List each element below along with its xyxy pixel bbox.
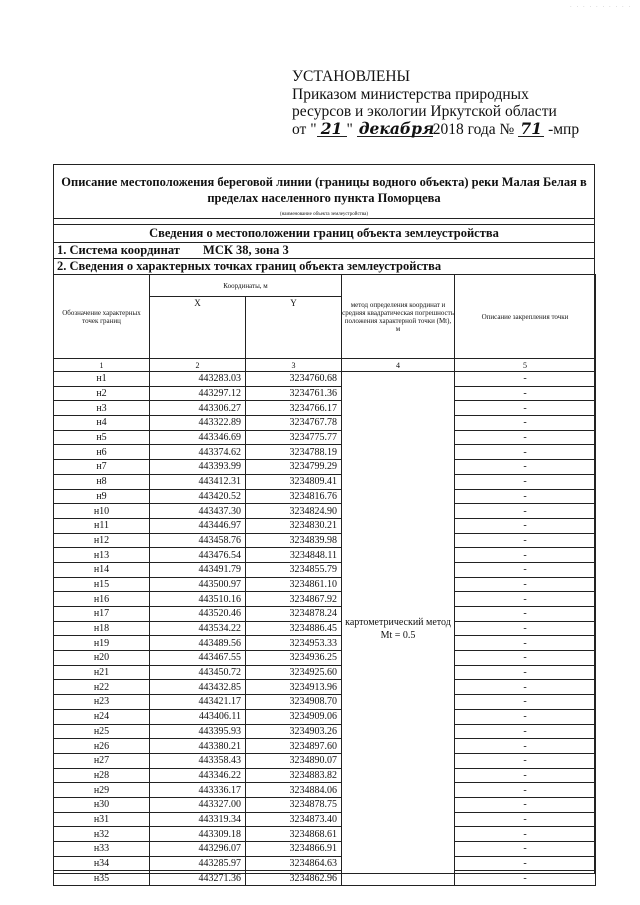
x-coordinate-cell: 443358.43 [150, 753, 246, 768]
x-coordinate-cell: 443489.56 [150, 636, 246, 651]
header-point-designation: Обозначение характерных точек границ [54, 275, 150, 359]
y-coordinate-cell: 3234886.45 [246, 621, 342, 636]
table-row [54, 871, 596, 886]
y-coordinate-cell: 3234936.25 [246, 651, 342, 666]
column-index-5: 5 [455, 359, 596, 372]
x-coordinate-cell: 443297.12 [150, 386, 246, 401]
document-title: Описание местоположения береговой линии (границы водного объекта) реки Малая Белая в пределах населенного пункта Поморцева [61, 175, 587, 205]
description-cell: - [455, 518, 596, 533]
y-coordinate-cell: 3234788.19 [246, 445, 342, 460]
header-method: метод определения координат и средняя квадратическая погрешность положения характерной точки (Mt), м [342, 275, 455, 359]
y-coordinate-cell: 3234855.79 [246, 562, 342, 577]
y-coordinate-cell: 3234809.41 [246, 474, 342, 489]
y-coordinate-cell: 3234861.10 [246, 577, 342, 592]
approval-line-3: ресурсов и экологии Иркутской области [292, 103, 557, 120]
column-index-4: 4 [342, 359, 455, 372]
y-coordinate-cell: 3234848.11 [246, 548, 342, 563]
table-row [54, 636, 596, 651]
header-coordinates: Координаты, м [150, 275, 342, 297]
x-coordinate-cell: 443306.27 [150, 401, 246, 416]
column-index-3: 3 [246, 359, 342, 372]
y-coordinate-cell: 3234816.76 [246, 489, 342, 504]
table-row [54, 768, 596, 783]
description-cell: - [455, 856, 596, 871]
description-cell: - [455, 842, 596, 857]
scan-corner-marks: . . . . . . . . . . [570, 4, 632, 9]
y-coordinate-cell: 3234761.36 [246, 386, 342, 401]
y-coordinate-cell: 3234830.21 [246, 518, 342, 533]
column-index-2: 2 [150, 359, 246, 372]
table-row [54, 665, 596, 680]
description-cell: - [455, 753, 596, 768]
y-coordinate-cell: 3234953.33 [246, 636, 342, 651]
point-id-cell: н15 [54, 577, 150, 592]
point-id-cell: н2 [54, 386, 150, 401]
description-cell: - [455, 695, 596, 710]
x-coordinate-cell: 443476.54 [150, 548, 246, 563]
point-id-cell: н26 [54, 739, 150, 754]
header-y: Y [246, 297, 342, 359]
point-id-cell: н16 [54, 592, 150, 607]
table-row [54, 445, 596, 460]
point-id-cell: н34 [54, 856, 150, 871]
table-row [54, 474, 596, 489]
y-coordinate-cell: 3234866.91 [246, 842, 342, 857]
approval-from-label: от " [292, 120, 317, 138]
x-coordinate-cell: 443393.99 [150, 460, 246, 475]
approval-year-label: 2018 года № [432, 120, 515, 138]
y-coordinate-cell: 3234883.82 [246, 768, 342, 783]
description-cell: - [455, 460, 596, 475]
y-coordinate-cell: 3234890.07 [246, 753, 342, 768]
description-cell: - [455, 548, 596, 563]
section-header: Сведения о местоположении границ объекта землеустройства [149, 226, 499, 240]
table-row [54, 651, 596, 666]
y-coordinate-cell: 3234878.75 [246, 797, 342, 812]
approval-stamp [292, 68, 622, 138]
table-row [54, 577, 596, 592]
point-id-cell: н12 [54, 533, 150, 548]
description-cell: - [455, 739, 596, 754]
table-row [54, 592, 596, 607]
approval-month: декабря [358, 118, 435, 138]
point-id-cell: н23 [54, 695, 150, 710]
description-cell: - [455, 724, 596, 739]
x-coordinate-cell: 443421.17 [150, 695, 246, 710]
table-row [54, 489, 596, 504]
y-coordinate-cell: 3234766.17 [246, 401, 342, 416]
table-row [54, 401, 596, 416]
approval-line-2: Приказом министерства природных [292, 85, 529, 103]
description-cell: - [455, 445, 596, 460]
table-row [54, 680, 596, 695]
point-id-cell: н11 [54, 518, 150, 533]
table-row [54, 562, 596, 577]
y-coordinate-cell: 3234878.24 [246, 607, 342, 622]
approval-quote: " [346, 120, 353, 138]
table-row [54, 827, 596, 842]
point-id-cell: н4 [54, 416, 150, 431]
header-description: Описание закрепления точки [455, 275, 596, 359]
coordinate-system-label: 1. Система координат [57, 243, 180, 257]
y-coordinate-cell: 3234903.26 [246, 724, 342, 739]
x-coordinate-cell: 443450.72 [150, 665, 246, 680]
point-id-cell: н5 [54, 430, 150, 445]
description-cell: - [455, 401, 596, 416]
table-row [54, 753, 596, 768]
table-row [54, 607, 596, 622]
table-row [54, 372, 596, 387]
x-coordinate-cell: 443322.89 [150, 416, 246, 431]
boundary-points-table [53, 274, 596, 886]
table-row [54, 504, 596, 519]
description-cell: - [455, 416, 596, 431]
table-row [54, 386, 596, 401]
point-id-cell: н14 [54, 562, 150, 577]
table-row [54, 842, 596, 857]
x-coordinate-cell: 443336.17 [150, 783, 246, 798]
description-cell: - [455, 562, 596, 577]
description-cell: - [455, 871, 596, 886]
description-cell: - [455, 504, 596, 519]
x-coordinate-cell: 443412.31 [150, 474, 246, 489]
description-cell: - [455, 430, 596, 445]
y-coordinate-cell: 3234775.77 [246, 430, 342, 445]
point-id-cell: н8 [54, 474, 150, 489]
description-cell: - [455, 386, 596, 401]
x-coordinate-cell: 443271.36 [150, 871, 246, 886]
table-row [54, 430, 596, 445]
y-coordinate-cell: 3234760.68 [246, 372, 342, 387]
coordinate-system-row [53, 243, 595, 258]
approval-day: 21 [317, 122, 347, 137]
description-cell: - [455, 651, 596, 666]
point-id-cell: н28 [54, 768, 150, 783]
table-row [54, 856, 596, 871]
description-cell: - [455, 797, 596, 812]
x-coordinate-cell: 443500.97 [150, 577, 246, 592]
description-cell: - [455, 783, 596, 798]
x-coordinate-cell: 443374.62 [150, 445, 246, 460]
column-index-1: 1 [54, 359, 150, 372]
table-body [54, 372, 596, 886]
x-coordinate-cell: 443346.69 [150, 430, 246, 445]
x-coordinate-cell: 443283.03 [150, 372, 246, 387]
y-coordinate-cell: 3234913.96 [246, 680, 342, 695]
point-id-cell: н27 [54, 753, 150, 768]
x-coordinate-cell: 443327.00 [150, 797, 246, 812]
y-coordinate-cell: 3234925.60 [246, 665, 342, 680]
y-coordinate-cell: 3234864.63 [246, 856, 342, 871]
y-coordinate-cell: 3234767.78 [246, 416, 342, 431]
description-cell: - [455, 680, 596, 695]
x-coordinate-cell: 443346.22 [150, 768, 246, 783]
table-row [54, 460, 596, 475]
table-row [54, 783, 596, 798]
y-coordinate-cell: 3234862.96 [246, 871, 342, 886]
x-coordinate-cell: 443491.79 [150, 562, 246, 577]
table-row [54, 548, 596, 563]
y-coordinate-cell: 3234873.40 [246, 812, 342, 827]
table-row [54, 739, 596, 754]
x-coordinate-cell: 443432.85 [150, 680, 246, 695]
description-cell: - [455, 621, 596, 636]
y-coordinate-cell: 3234909.06 [246, 709, 342, 724]
point-id-cell: н29 [54, 783, 150, 798]
point-id-cell: н10 [54, 504, 150, 519]
point-id-cell: н18 [54, 621, 150, 636]
point-id-cell: н19 [54, 636, 150, 651]
table-row [54, 518, 596, 533]
points-header: 2. Сведения о характерных точках границ объекта землеустройства [57, 259, 442, 273]
point-id-cell: н35 [54, 871, 150, 886]
x-coordinate-cell: 443520.46 [150, 607, 246, 622]
description-cell: - [455, 812, 596, 827]
table-row [54, 621, 596, 636]
y-coordinate-cell: 3234799.29 [246, 460, 342, 475]
description-cell: - [455, 489, 596, 504]
x-coordinate-cell: 443510.16 [150, 592, 246, 607]
y-coordinate-cell: 3234908.70 [246, 695, 342, 710]
y-coordinate-cell: 3234824.90 [246, 504, 342, 519]
table-row [54, 724, 596, 739]
point-id-cell: н33 [54, 842, 150, 857]
point-id-cell: н30 [54, 797, 150, 812]
table-row [54, 797, 596, 812]
point-id-cell: н7 [54, 460, 150, 475]
description-cell: - [455, 709, 596, 724]
point-id-cell: н21 [54, 665, 150, 680]
x-coordinate-cell: 443406.11 [150, 709, 246, 724]
method-cell: картометрический метод Mt = 0.5 [342, 372, 455, 886]
point-id-cell: н25 [54, 724, 150, 739]
x-coordinate-cell: 443534.22 [150, 621, 246, 636]
y-coordinate-cell: 3234884.06 [246, 783, 342, 798]
x-coordinate-cell: 443420.52 [150, 489, 246, 504]
point-id-cell: н24 [54, 709, 150, 724]
x-coordinate-cell: 443446.97 [150, 518, 246, 533]
header-x: X [150, 297, 246, 359]
x-coordinate-cell: 443319.34 [150, 812, 246, 827]
coordinate-system-value: МСК 38, зона 3 [203, 243, 289, 257]
y-coordinate-cell: 3234839.98 [246, 533, 342, 548]
description-cell: - [455, 577, 596, 592]
table-row [54, 416, 596, 431]
y-coordinate-cell: 3234897.60 [246, 739, 342, 754]
point-id-cell: н9 [54, 489, 150, 504]
point-id-cell: н3 [54, 401, 150, 416]
table-row [54, 709, 596, 724]
table-row [54, 533, 596, 548]
point-id-cell: н6 [54, 445, 150, 460]
point-id-cell: н20 [54, 651, 150, 666]
description-cell: - [455, 372, 596, 387]
table-row [54, 695, 596, 710]
x-coordinate-cell: 443437.30 [150, 504, 246, 519]
rule-after-title [53, 218, 595, 219]
description-cell: - [455, 665, 596, 680]
x-coordinate-cell: 443380.21 [150, 739, 246, 754]
point-id-cell: н31 [54, 812, 150, 827]
description-cell: - [455, 768, 596, 783]
description-cell: - [455, 607, 596, 622]
point-id-cell: н32 [54, 827, 150, 842]
rule-before-section [53, 224, 595, 225]
point-id-cell: н13 [54, 548, 150, 563]
approval-line-1: УСТАНОВЛЕНЫ [292, 68, 411, 85]
x-coordinate-cell: 443285.97 [150, 856, 246, 871]
x-coordinate-cell: 443458.76 [150, 533, 246, 548]
x-coordinate-cell: 443296.07 [150, 842, 246, 857]
description-cell: - [455, 592, 596, 607]
table-row [54, 812, 596, 827]
point-id-cell: н17 [54, 607, 150, 622]
x-coordinate-cell: 443395.93 [150, 724, 246, 739]
x-coordinate-cell: 443467.55 [150, 651, 246, 666]
approval-suffix: -мпр [548, 120, 580, 138]
x-coordinate-cell: 443309.18 [150, 827, 246, 842]
document-title-note: (наименование объекта землеустройства) [279, 212, 369, 217]
approval-number: 71 [518, 122, 544, 137]
point-id-cell: н22 [54, 680, 150, 695]
y-coordinate-cell: 3234868.61 [246, 827, 342, 842]
description-cell: - [455, 827, 596, 842]
description-cell: - [455, 533, 596, 548]
description-cell: - [455, 474, 596, 489]
y-coordinate-cell: 3234867.92 [246, 592, 342, 607]
point-id-cell: н1 [54, 372, 150, 387]
approval-line-4 [292, 118, 622, 139]
description-cell: - [455, 636, 596, 651]
